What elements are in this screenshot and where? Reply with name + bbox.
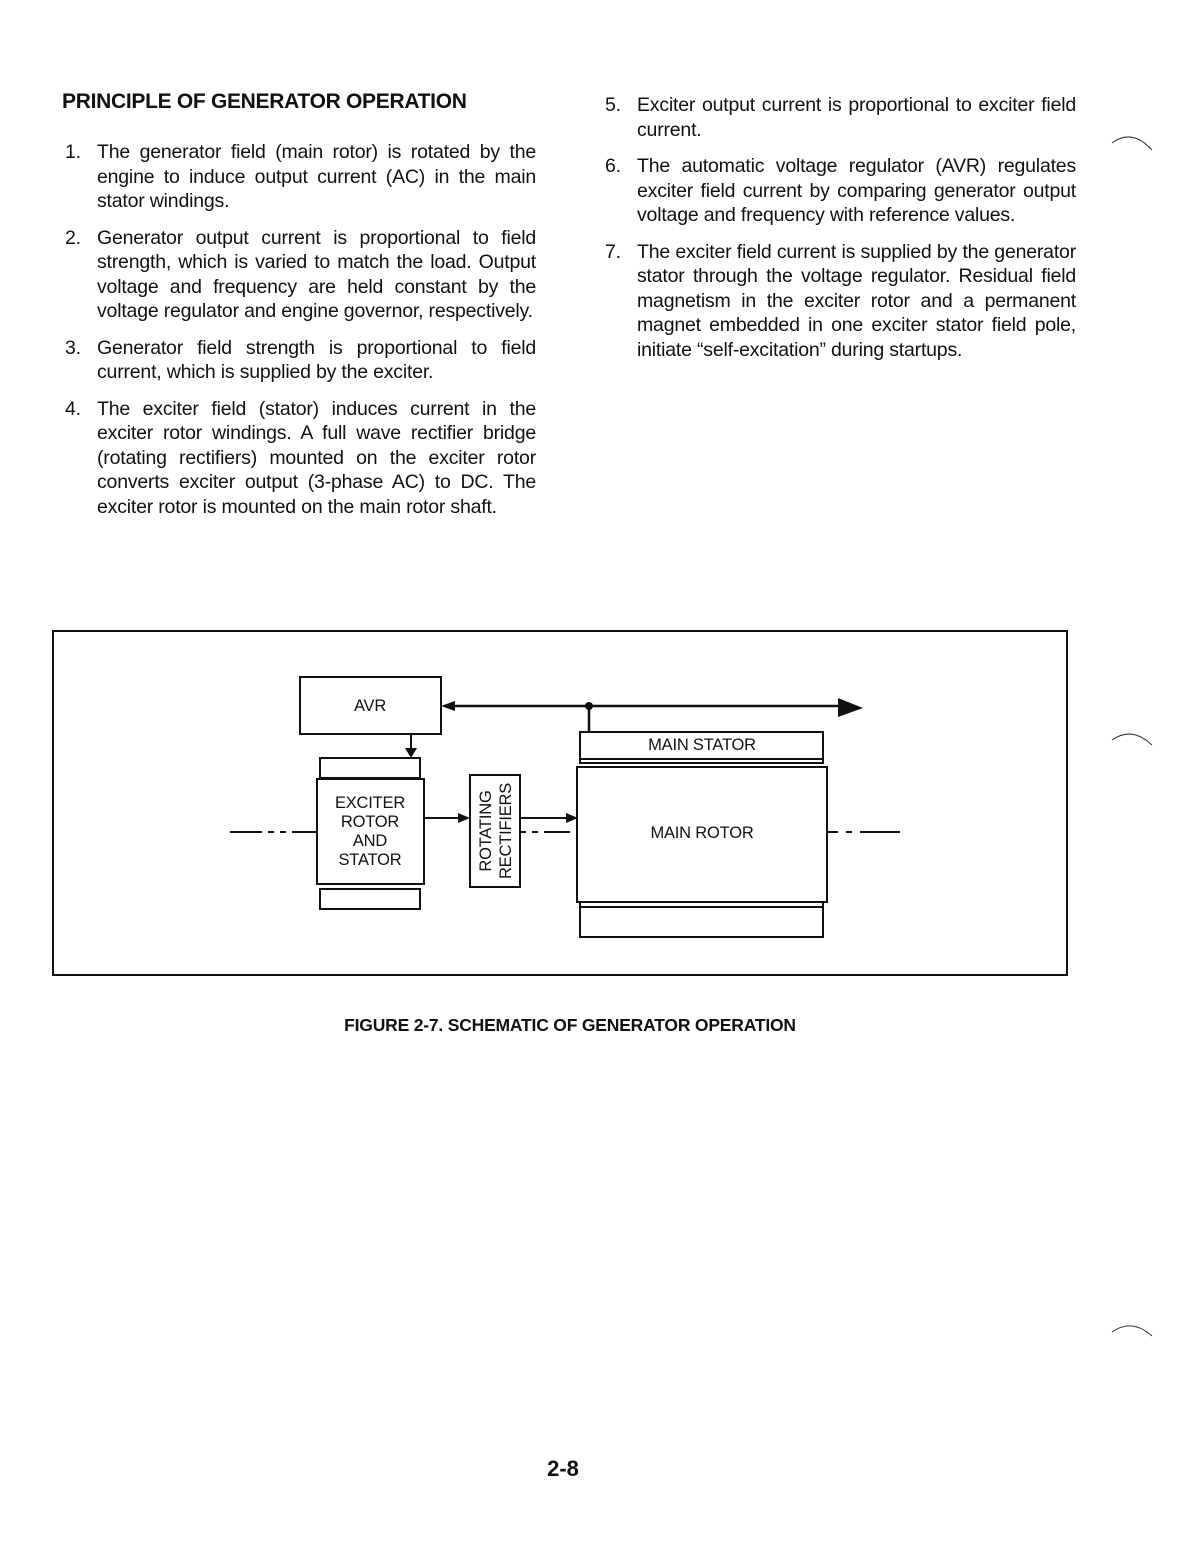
figure-caption: FIGURE 2-7. SCHEMATIC OF GENERATOR OPERATION [344,1015,796,1035]
rectifier-arrow-icon [458,813,470,823]
step-text: The exciter field (stator) induces current in the exciter rotor windings. A full wave rectifier bridge (rotating rectifiers) mounted on the exciter rotor converts exciter output (3-phase AC) to DC. The exciter rotor is mounted on the main rotor shaft. [97,397,536,518]
avr-label: AVR [353,697,387,715]
step-text: The exciter field current is supplied by the generator stator through the voltage regulator. Residual field magnetism in the exciter rotor and a permanent magnet embedded in one exciter stator field pole, initiate “self-excitation” during startups. [637,240,1076,361]
step-text: Generator output current is proportional to field strength, which is varied to match the load. Output voltage and frequency are held constant by the voltage regulator and engine governor, respectively. [97,226,536,322]
step-number: 5. [605,94,621,116]
exciter-label-line3: AND [352,832,388,850]
step-number: 4. [65,397,81,420]
page-number: 2-8 [547,1456,579,1481]
step-number: 6. [605,155,621,177]
exciter-label-line1: EXCITER [334,794,406,812]
rectifiers-label-line1: ROTATING [477,790,495,872]
main-stator-label: MAIN STATOR [648,736,756,754]
step-number: 1. [65,141,81,163]
exciter-stator-top [320,758,420,778]
main-rotor-label: MAIN ROTOR [650,824,754,842]
scan-mark [1100,1310,1160,1340]
step-text: The generator field (main rotor) is rotated by the engine to induce output current (AC) in the main stator windings. [97,141,536,212]
step-text: Generator field strength is proportional to field current, which is supplied by the exciter. [97,336,536,383]
step-number: 3. [65,336,81,359]
exciter-stator-bottom [320,889,420,909]
step-text: Exciter output current is proportional to exciter field current. [637,94,1076,141]
step-text: The automatic voltage regulator (AVR) regulates exciter field current by comparing generator output voltage and frequency with reference values. [637,155,1076,226]
avr-input-arrow-icon [441,701,455,711]
exciter-label-line4: STATOR [338,851,402,869]
rectifiers-label-line2: RECTIFIERS [497,782,515,880]
page-heading: PRINCIPLE OF GENERATOR OPERATION [62,90,467,113]
output-arrow-icon [838,698,863,717]
exciter-label-line2: ROTOR [340,813,400,831]
step-number: 7. [605,240,621,263]
exciter-arrow-icon [405,748,417,758]
step-number: 2. [65,226,81,249]
